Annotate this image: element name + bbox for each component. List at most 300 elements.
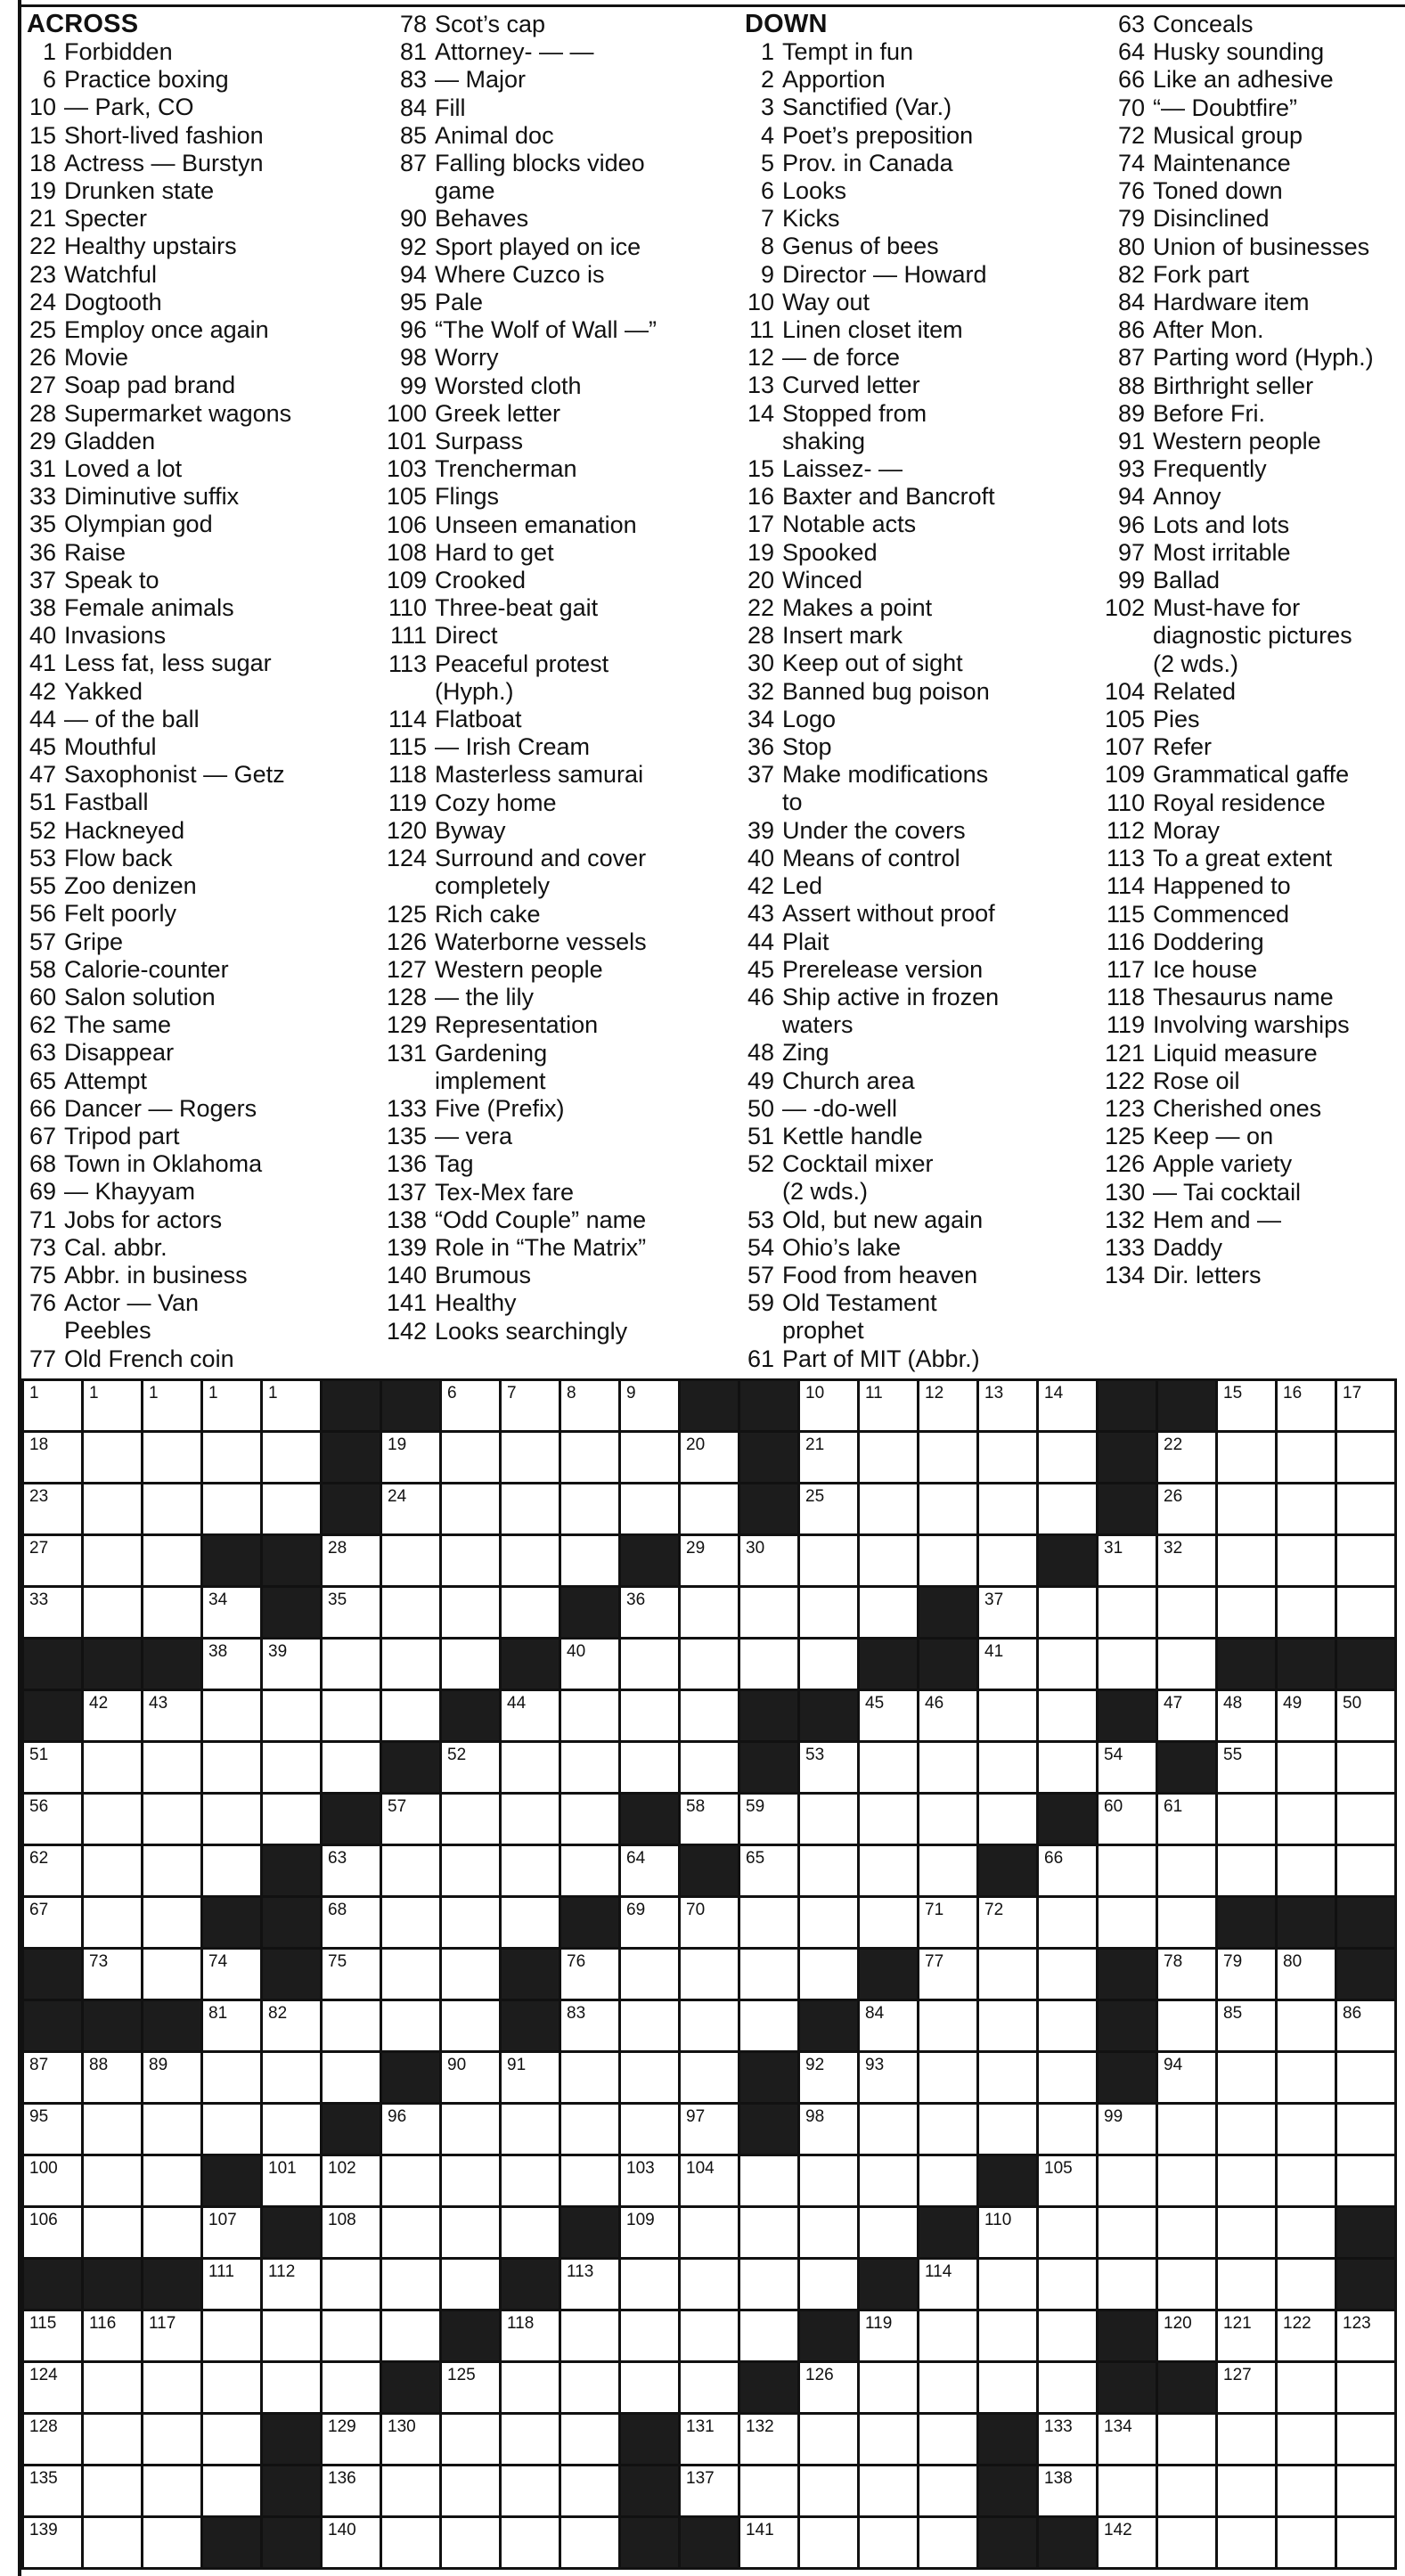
grid-cell[interactable] [323,2311,382,2363]
grid-cell[interactable] [382,1484,442,1536]
grid-cell[interactable] [143,2363,203,2415]
grid-cell[interactable] [1278,1536,1337,1588]
grid-cell[interactable] [800,2363,860,2415]
grid-cell[interactable] [1158,2260,1218,2311]
grid-cell[interactable] [263,2156,323,2208]
grid-cell[interactable] [203,2415,263,2466]
grid-cell[interactable] [1337,1846,1397,1898]
grid-cell[interactable] [740,1640,800,1691]
grid-cell[interactable] [1337,2518,1397,2570]
grid-cell[interactable] [1158,2208,1218,2260]
grid-cell[interactable] [919,2105,979,2156]
grid-cell[interactable] [1218,1484,1278,1536]
grid-cell[interactable] [1039,1691,1099,1743]
grid-cell[interactable] [740,2311,800,2363]
grid-cell[interactable] [919,2466,979,2518]
grid-cell[interactable] [203,2466,263,2518]
grid-cell[interactable] [1218,2260,1278,2311]
grid-cell[interactable] [800,1484,860,1536]
grid-cell[interactable] [143,1433,203,1484]
grid-cell[interactable] [681,1536,740,1588]
grid-cell[interactable] [263,1691,323,1743]
grid-cell[interactable] [1099,2156,1158,2208]
grid-cell[interactable] [502,2363,561,2415]
grid-cell[interactable] [442,2105,502,2156]
grid-cell[interactable] [502,2105,561,2156]
grid-cell[interactable] [1039,1640,1099,1691]
grid-cell[interactable] [84,1484,143,1536]
grid-cell[interactable] [1218,1743,1278,1795]
grid-cell[interactable] [1039,2208,1099,2260]
grid-cell[interactable] [24,1381,84,1433]
grid-cell[interactable] [263,1640,323,1691]
grid-cell[interactable] [621,1846,681,1898]
grid-cell[interactable] [1278,1484,1337,1536]
grid-cell[interactable] [740,2156,800,2208]
grid-cell[interactable] [1158,1898,1218,1950]
grid-cell[interactable] [681,2156,740,2208]
grid-cell[interactable] [323,2260,382,2311]
grid-cell[interactable] [323,2053,382,2105]
grid-cell[interactable] [382,1588,442,1640]
grid-cell[interactable] [860,1691,919,1743]
grid-cell[interactable] [442,1381,502,1433]
grid-cell[interactable] [84,1795,143,1846]
grid-cell[interactable] [502,1898,561,1950]
grid-cell[interactable] [382,2466,442,2518]
grid-cell[interactable] [621,1640,681,1691]
grid-cell[interactable] [1039,2001,1099,2053]
grid-cell[interactable] [681,1743,740,1795]
grid-cell[interactable] [1278,2105,1337,2156]
grid-cell[interactable] [84,1898,143,1950]
grid-cell[interactable] [1039,1484,1099,1536]
grid-cell[interactable] [860,2311,919,2363]
grid-cell[interactable] [1337,1433,1397,1484]
grid-cell[interactable] [84,2518,143,2570]
grid-cell[interactable] [143,2311,203,2363]
grid-cell[interactable] [24,2415,84,2466]
grid-cell[interactable] [561,1536,621,1588]
grid-cell[interactable] [979,1640,1039,1691]
grid-cell[interactable] [1337,2415,1397,2466]
grid-cell[interactable] [84,1381,143,1433]
grid-cell[interactable] [442,1433,502,1484]
grid-cell[interactable] [561,2260,621,2311]
grid-cell[interactable] [502,2053,561,2105]
grid-cell[interactable] [681,2260,740,2311]
grid-cell[interactable] [84,2415,143,2466]
grid-cell[interactable] [502,1588,561,1640]
grid-cell[interactable] [502,1795,561,1846]
grid-cell[interactable] [1278,2156,1337,2208]
grid-cell[interactable] [860,1536,919,1588]
grid-cell[interactable] [800,1536,860,1588]
grid-cell[interactable] [1218,1950,1278,2001]
grid-cell[interactable] [621,1433,681,1484]
grid-cell[interactable] [561,2518,621,2570]
grid-cell[interactable] [263,2311,323,2363]
grid-cell[interactable] [1278,1588,1337,1640]
grid-cell[interactable] [84,2156,143,2208]
grid-cell[interactable] [1278,1846,1337,1898]
grid-cell[interactable] [561,2053,621,2105]
grid-cell[interactable] [442,1484,502,1536]
grid-cell[interactable] [323,1588,382,1640]
grid-cell[interactable] [143,1691,203,1743]
grid-cell[interactable] [621,1950,681,2001]
grid-cell[interactable] [1337,1536,1397,1588]
grid-cell[interactable] [1278,2053,1337,2105]
grid-cell[interactable] [502,1743,561,1795]
grid-cell[interactable] [263,1433,323,1484]
grid-cell[interactable] [1158,1588,1218,1640]
grid-cell[interactable] [1039,2363,1099,2415]
grid-cell[interactable] [323,1536,382,1588]
grid-cell[interactable] [860,1588,919,1640]
grid-cell[interactable] [203,2001,263,2053]
grid-cell[interactable] [1218,1433,1278,1484]
grid-cell[interactable] [1218,1381,1278,1433]
grid-cell[interactable] [382,2001,442,2053]
grid-cell[interactable] [979,1898,1039,1950]
grid-cell[interactable] [143,1536,203,1588]
grid-cell[interactable] [979,2001,1039,2053]
grid-cell[interactable] [1337,2053,1397,2105]
grid-cell[interactable] [323,2415,382,2466]
grid-cell[interactable] [1099,2208,1158,2260]
grid-cell[interactable] [1099,2518,1158,2570]
grid-cell[interactable] [323,1691,382,1743]
grid-cell[interactable] [681,2001,740,2053]
grid-cell[interactable] [502,2415,561,2466]
grid-cell[interactable] [979,2208,1039,2260]
grid-cell[interactable] [143,1950,203,2001]
grid-cell[interactable] [382,2311,442,2363]
grid-cell[interactable] [382,2518,442,2570]
grid-cell[interactable] [1039,1743,1099,1795]
grid-cell[interactable] [1337,1588,1397,1640]
grid-cell[interactable] [561,2105,621,2156]
grid-cell[interactable] [919,1950,979,2001]
grid-cell[interactable] [143,1795,203,1846]
grid-cell[interactable] [143,2156,203,2208]
grid-cell[interactable] [1099,1898,1158,1950]
grid-cell[interactable] [323,2518,382,2570]
grid-cell[interactable] [1158,1433,1218,1484]
grid-cell[interactable] [919,2053,979,2105]
grid-cell[interactable] [621,2053,681,2105]
grid-cell[interactable] [919,2415,979,2466]
grid-cell[interactable] [860,2208,919,2260]
grid-cell[interactable] [561,2466,621,2518]
grid-cell[interactable] [84,2363,143,2415]
grid-cell[interactable] [143,2466,203,2518]
grid-cell[interactable] [919,1536,979,1588]
grid-cell[interactable] [382,2415,442,2466]
grid-cell[interactable] [442,2415,502,2466]
grid-cell[interactable] [1218,2156,1278,2208]
grid-cell[interactable] [1039,1950,1099,2001]
grid-cell[interactable] [203,1743,263,1795]
grid-cell[interactable] [561,1691,621,1743]
grid-cell[interactable] [323,1640,382,1691]
grid-cell[interactable] [681,1640,740,1691]
grid-cell[interactable] [740,1846,800,1898]
grid-cell[interactable] [1158,2415,1218,2466]
grid-cell[interactable] [84,1433,143,1484]
grid-cell[interactable] [84,1950,143,2001]
grid-cell[interactable] [143,2208,203,2260]
grid-cell[interactable] [24,2466,84,2518]
grid-cell[interactable] [800,2518,860,2570]
grid-cell[interactable] [502,2311,561,2363]
grid-cell[interactable] [1099,2105,1158,2156]
grid-cell[interactable] [979,1536,1039,1588]
grid-cell[interactable] [1218,1795,1278,1846]
grid-cell[interactable] [442,1536,502,1588]
grid-cell[interactable] [740,2260,800,2311]
grid-cell[interactable] [1278,2208,1337,2260]
grid-cell[interactable] [203,2208,263,2260]
grid-cell[interactable] [502,1536,561,1588]
grid-cell[interactable] [979,1484,1039,1536]
grid-cell[interactable] [1337,2001,1397,2053]
grid-cell[interactable] [1039,2415,1099,2466]
grid-cell[interactable] [621,2363,681,2415]
grid-cell[interactable] [502,1846,561,1898]
grid-cell[interactable] [1278,2260,1337,2311]
grid-cell[interactable] [1278,1950,1337,2001]
grid-cell[interactable] [681,1484,740,1536]
grid-cell[interactable] [84,1691,143,1743]
grid-cell[interactable] [1218,1846,1278,1898]
grid-cell[interactable] [323,2466,382,2518]
grid-cell[interactable] [1158,1640,1218,1691]
grid-cell[interactable] [1337,2363,1397,2415]
grid-cell[interactable] [143,2518,203,2570]
grid-cell[interactable] [919,1381,979,1433]
grid-cell[interactable] [84,2311,143,2363]
grid-cell[interactable] [203,1846,263,1898]
grid-cell[interactable] [919,2260,979,2311]
grid-cell[interactable] [1218,2208,1278,2260]
grid-cell[interactable] [800,1898,860,1950]
grid-cell[interactable] [203,1691,263,1743]
grid-cell[interactable] [919,1484,979,1536]
grid-cell[interactable] [621,1691,681,1743]
grid-cell[interactable] [681,2105,740,2156]
grid-cell[interactable] [1158,1950,1218,2001]
grid-cell[interactable] [681,1433,740,1484]
grid-cell[interactable] [1337,1743,1397,1795]
grid-cell[interactable] [800,2415,860,2466]
grid-cell[interactable] [323,2001,382,2053]
grid-cell[interactable] [1218,2363,1278,2415]
grid-cell[interactable] [800,1743,860,1795]
grid-cell[interactable] [442,1743,502,1795]
grid-cell[interactable] [1337,1795,1397,1846]
grid-cell[interactable] [860,2105,919,2156]
grid-cell[interactable] [1158,1536,1218,1588]
grid-cell[interactable] [24,1588,84,1640]
grid-cell[interactable] [800,2105,860,2156]
grid-cell[interactable] [382,1536,442,1588]
grid-cell[interactable] [263,2001,323,2053]
grid-cell[interactable] [681,2208,740,2260]
grid-cell[interactable] [263,2363,323,2415]
grid-cell[interactable] [1278,1433,1337,1484]
grid-cell[interactable] [24,2156,84,2208]
grid-cell[interactable] [382,1950,442,2001]
grid-cell[interactable] [442,1640,502,1691]
grid-cell[interactable] [1337,2105,1397,2156]
grid-cell[interactable] [143,1588,203,1640]
grid-cell[interactable] [502,1433,561,1484]
grid-cell[interactable] [442,2053,502,2105]
grid-cell[interactable] [1158,1484,1218,1536]
grid-cell[interactable] [860,1381,919,1433]
grid-cell[interactable] [979,1950,1039,2001]
grid-cell[interactable] [442,1588,502,1640]
grid-cell[interactable] [84,2466,143,2518]
grid-cell[interactable] [143,2415,203,2466]
grid-cell[interactable] [979,2105,1039,2156]
grid-cell[interactable] [442,1950,502,2001]
grid-cell[interactable] [1158,2053,1218,2105]
grid-cell[interactable] [382,1691,442,1743]
grid-cell[interactable] [1039,1381,1099,1433]
grid-cell[interactable] [621,1743,681,1795]
grid-cell[interactable] [1337,2156,1397,2208]
grid-cell[interactable] [800,1381,860,1433]
grid-cell[interactable] [1099,2415,1158,2466]
grid-cell[interactable] [800,1588,860,1640]
grid-cell[interactable] [203,1640,263,1691]
grid-cell[interactable] [740,1536,800,1588]
grid-cell[interactable] [561,2156,621,2208]
grid-cell[interactable] [1039,2260,1099,2311]
grid-cell[interactable] [24,2363,84,2415]
grid-cell[interactable] [203,1433,263,1484]
grid-cell[interactable] [800,2260,860,2311]
grid-cell[interactable] [1278,2466,1337,2518]
grid-cell[interactable] [979,2053,1039,2105]
grid-cell[interactable] [24,1795,84,1846]
grid-cell[interactable] [84,1588,143,1640]
grid-cell[interactable] [24,1536,84,1588]
grid-cell[interactable] [800,1795,860,1846]
grid-cell[interactable] [979,1691,1039,1743]
grid-cell[interactable] [24,2518,84,2570]
grid-cell[interactable] [1039,1846,1099,1898]
grid-cell[interactable] [442,2260,502,2311]
grid-cell[interactable] [1278,2415,1337,2466]
grid-cell[interactable] [561,1433,621,1484]
grid-cell[interactable] [143,2105,203,2156]
grid-cell[interactable] [502,1381,561,1433]
grid-cell[interactable] [919,1433,979,1484]
grid-cell[interactable] [1218,2466,1278,2518]
grid-cell[interactable] [203,1795,263,1846]
grid-cell[interactable] [323,1898,382,1950]
grid-cell[interactable] [1039,2311,1099,2363]
grid-cell[interactable] [1099,1640,1158,1691]
grid-cell[interactable] [1039,1588,1099,1640]
grid-cell[interactable] [740,2208,800,2260]
grid-cell[interactable] [681,1950,740,2001]
grid-cell[interactable] [1218,1536,1278,1588]
grid-cell[interactable] [919,2363,979,2415]
grid-cell[interactable] [561,1743,621,1795]
grid-cell[interactable] [621,2311,681,2363]
grid-cell[interactable] [860,1743,919,1795]
grid-cell[interactable] [919,2518,979,2570]
grid-cell[interactable] [143,1484,203,1536]
grid-cell[interactable] [1158,2311,1218,2363]
grid-cell[interactable] [621,1381,681,1433]
grid-cell[interactable] [84,2105,143,2156]
grid-cell[interactable] [143,1846,203,1898]
grid-cell[interactable] [1099,1743,1158,1795]
grid-cell[interactable] [800,1433,860,1484]
grid-cell[interactable] [561,2363,621,2415]
grid-cell[interactable] [740,1588,800,1640]
grid-cell[interactable] [860,1484,919,1536]
grid-cell[interactable] [979,1588,1039,1640]
grid-cell[interactable] [1099,1795,1158,1846]
grid-cell[interactable] [681,1795,740,1846]
grid-cell[interactable] [502,2208,561,2260]
grid-cell[interactable] [1337,1484,1397,1536]
grid-cell[interactable] [1278,2311,1337,2363]
grid-cell[interactable] [323,1846,382,1898]
grid-cell[interactable] [621,2208,681,2260]
grid-cell[interactable] [1337,1691,1397,1743]
grid-cell[interactable] [323,2208,382,2260]
grid-cell[interactable] [143,2053,203,2105]
grid-cell[interactable] [382,1640,442,1691]
grid-cell[interactable] [740,2466,800,2518]
grid-cell[interactable] [203,2053,263,2105]
grid-cell[interactable] [561,1795,621,1846]
grid-cell[interactable] [382,2105,442,2156]
grid-cell[interactable] [621,1484,681,1536]
grid-cell[interactable] [203,2311,263,2363]
grid-cell[interactable] [681,2466,740,2518]
grid-cell[interactable] [1218,1691,1278,1743]
grid-cell[interactable] [860,2156,919,2208]
grid-cell[interactable] [442,2518,502,2570]
grid-cell[interactable] [263,2053,323,2105]
grid-cell[interactable] [442,1898,502,1950]
grid-cell[interactable] [1039,2466,1099,2518]
grid-cell[interactable] [263,1381,323,1433]
grid-cell[interactable] [919,2156,979,2208]
grid-cell[interactable] [1158,1691,1218,1743]
grid-cell[interactable] [979,1795,1039,1846]
grid-cell[interactable] [681,2053,740,2105]
grid-cell[interactable] [1099,1536,1158,1588]
grid-cell[interactable] [442,2208,502,2260]
grid-cell[interactable] [1218,2001,1278,2053]
grid-cell[interactable] [1278,2001,1337,2053]
grid-cell[interactable] [1039,1898,1099,1950]
grid-cell[interactable] [561,2415,621,2466]
grid-cell[interactable] [800,1640,860,1691]
grid-cell[interactable] [203,1588,263,1640]
grid-cell[interactable] [1218,2518,1278,2570]
